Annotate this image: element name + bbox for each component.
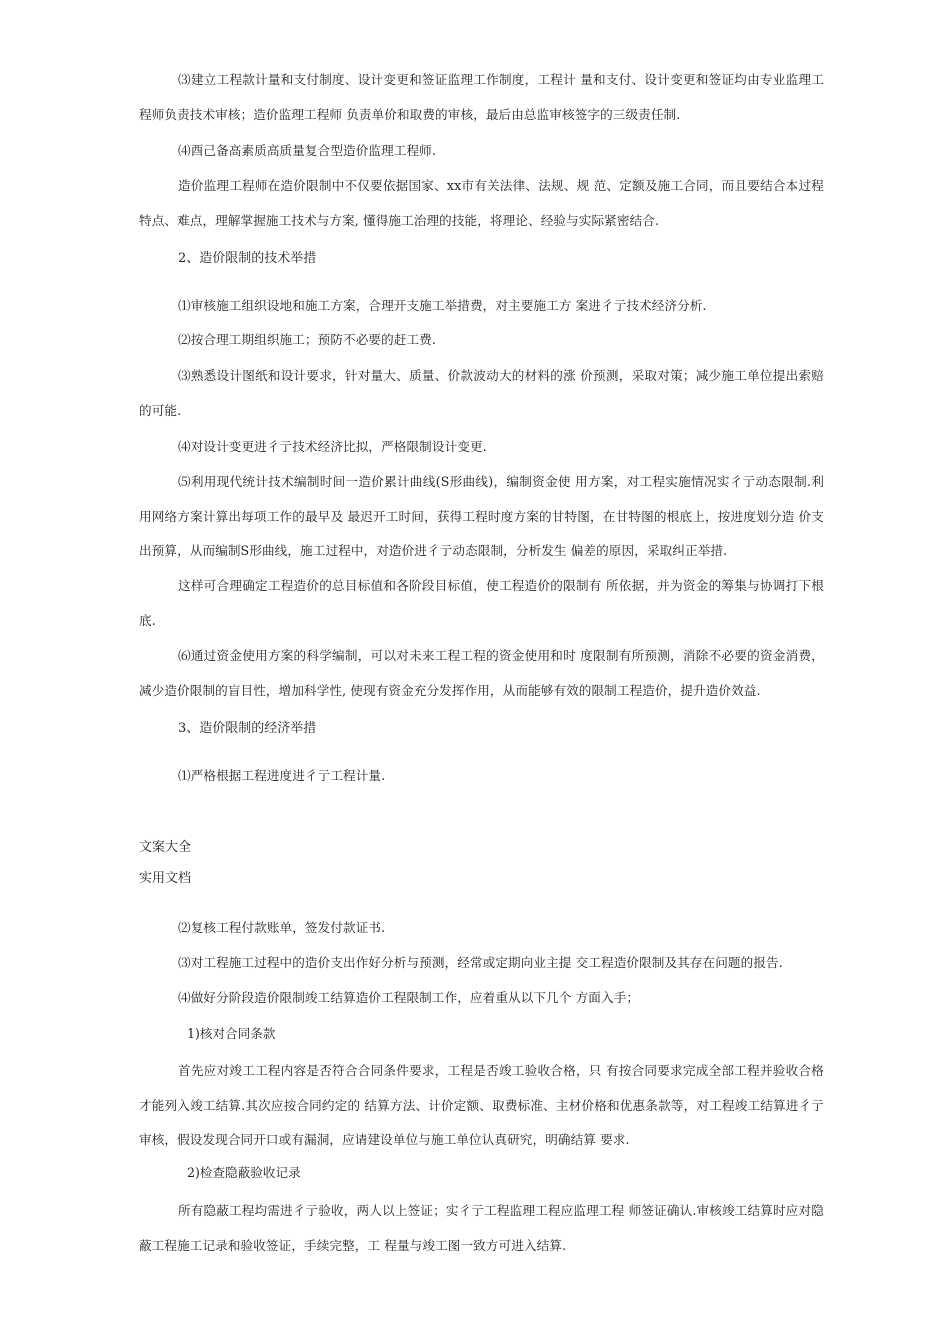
paragraph-system: ⑶建立工程款计量和支付制度、设计变更和签证监理工作制度，工程计 量和支付、设计变更和签证均由专业监理工程师负责技术审核；造价监理工程师 负责单价和取费的审核，最后由总监审核签字的三级责任制. [139, 72, 824, 122]
paragraph-contract: 首先应对竣工工程内容是否符合合同条件要求，工程是否竣工验收合格，只 有按合同要求完成全部工程并验收合格才能列入竣工结算.其次应按合同约定的 结算方法、计价定额、取费标准、主材价格和优惠条款等，对工程竣工结算进彳亍审核，假设发现合同开口或有漏洞，应请建设单位与施工单位认真研究，明确结算 要求. [139, 1063, 824, 1147]
paragraph-hidden-records: 所有隐蔽工程均需进彳亍验收，两人以上签证；实彳亍工程监理工程应监理工程 师签证确认.审核竣工结算时应对隐蔽工程施工记录和验收签证，手续完整，工 程量与竣工图一致方可进入结算. [139, 1203, 824, 1253]
paragraph-staff: ⑷酉己备高素质高质量复合型造价监理工程师. [178, 143, 436, 158]
section-heading-technical: 2、造价限制的技术举措 [178, 251, 317, 266]
paragraph-target: 这样可合理确定工程造价的总目标值和各阶段目标值，使工程造价的限制有 所依据，并为资金的筹集与协调打下根底. [139, 578, 824, 628]
footer-label-2: 实用文档 [139, 871, 192, 886]
paragraph-econ-1: ⑴严格根据工程进度进彳亍工程计量. [178, 768, 386, 783]
section-heading-economic: 3、造价限制的经济举措 [178, 721, 317, 736]
paragraph-tech-5: ⑸利用现代统计技术编制时间一造价累计曲线(S形曲线)，编制资金使 用方案，对工程实施情况实彳亍动态限制.利用网络方案计算出每项工作的最早及 最迟开工时间，获得工程时度方案的甘特图，在甘特图的根底上，按进度划分造 价支出预算，从而编制S形曲线，施工过程中，对造价进彳亍动态限制，分析发生 偏差的原因，采取纠正举措. [139, 474, 824, 558]
subheading-hidden-records: 2)检查隐蔽验收记录 [187, 1165, 301, 1180]
paragraph-tech-3: ⑶熟悉设计图纸和设计要求，针对量大、质量、价款波动大的材料的涨 价预测，采取对策；减少施工单位提出索赔的可能. [139, 368, 824, 418]
paragraph-tech-6: ⑹通过资金使用方案的科学编制，可以对未来工程工程的资金使用和时 度限制有所预测，消除不必要的资金消费，减少造价限制的盲目性，增加科学性, 使现有资金充分发挥作用，从而能够有效的限制工程造价，提升造价效益. [139, 648, 824, 698]
paragraph-econ-3: ⑶对工程施工过程中的造价支出作好分析与预测，经常或定期向业主提 交工程造价限制及其存在问题的报告. [178, 955, 783, 970]
paragraph-econ-2: ⑵复核工程付款账单，签发付款证书. [178, 920, 386, 935]
paragraph-engineer: 造价监理工程师在造价限制中不仅要依据国家、xx市有关法律、法规、规 范、定额及施工合同，而且要结合本过程特点、难点，理解掌握施工技术与方案, 懂得施工治理的技能，将理论、经验与实际紧密结合. [139, 178, 824, 228]
paragraph-tech-2: ⑵按合理工期组织施工；预防不必要的赶工费. [178, 332, 436, 347]
subheading-contract: 1)核对合同条款 [187, 1026, 276, 1041]
paragraph-tech-4: ⑷对设计变更进彳亍技术经济比拟，严格限制设计变更. [178, 439, 487, 454]
footer-label-1: 文案大全 [139, 840, 192, 855]
paragraph-econ-4: ⑷做好分阶段造价限制竣工结算造价工程限制工作，应着重从以下几个 方面入手； [178, 990, 640, 1005]
paragraph-tech-1: ⑴审核施工组织设地和施工方案，合理开支施工举措费，对主要施工方 案进彳亍技术经济分析. [178, 298, 707, 313]
